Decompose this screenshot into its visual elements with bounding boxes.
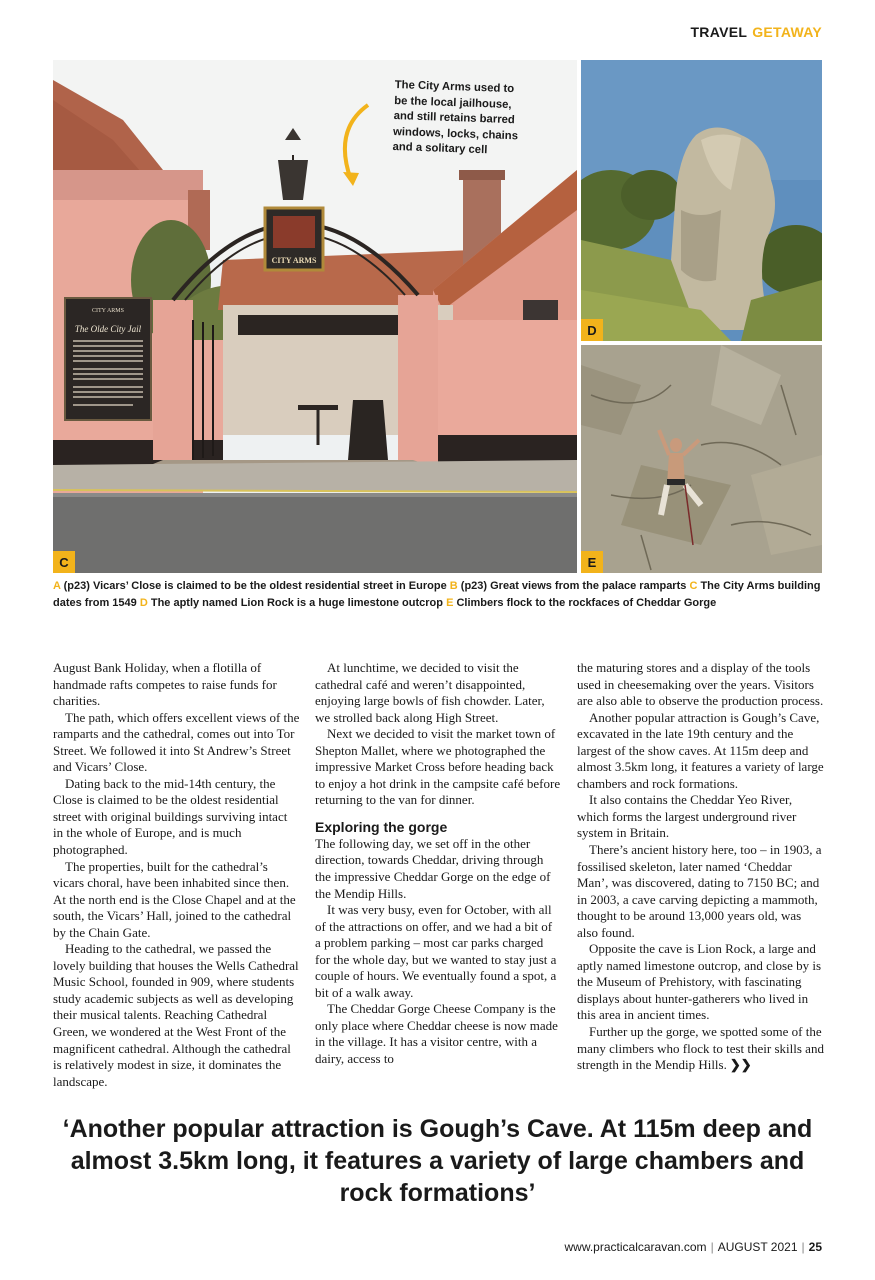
footer-issue: AUGUST 2021 <box>717 1240 798 1254</box>
paragraph: The properties, built for the cathedral’s vicars choral, have been inhabited since then. At the north end is the Close Chapel and at the south, the Vicars’ Hall, joined to the cathedral by the Chain Gate. <box>53 858 296 940</box>
section-heading: Exploring the gorge <box>315 818 448 835</box>
section-header <box>690 24 822 40</box>
paragraph: August Bank Holiday, when a flotilla of handmade rafts competes to raise funds for charities. <box>53 660 277 709</box>
caption-text-b: (p23) Great views from the palace ramparts <box>460 580 687 592</box>
caption-letter-c: C <box>689 580 698 592</box>
page-footer: www.practicalcaravan.com | AUGUST 2021 | 25 <box>564 1240 822 1254</box>
photo-captions <box>53 578 823 612</box>
paragraph: Opposite the cave is Lion Rock, a large and aptly named limestone outcrop, and close by is the Museum of Prehistory, with fascinating displays about hunter-gatherers who lived in this area in ancient times. <box>577 941 822 1023</box>
climber-illustration <box>581 345 822 573</box>
paragraph: The Cheddar Gorge Cheese Company is the only place where Cheddar cheese is now made in the village. It has a visitor centre, with a dairy, access to <box>315 1001 558 1067</box>
section-label: TRAVEL <box>690 24 748 40</box>
lion-rock-illustration <box>581 60 822 341</box>
paragraph: It was very busy, even for October, with all of the attractions on offer, and we had a bit of a problem parking – most car parks charged for the whole day, but we wanted to stay just a couple of hours. We eventually found a spot, a bit of a walk away. <box>315 902 557 1000</box>
jail-sign-title: The Olde City Jail <box>74 324 142 334</box>
continue-arrow-icon: ❯❯ <box>729 1057 752 1073</box>
paragraph: It also contains the Cheddar Yeo River, which forms the largest underground river system in Britain. <box>577 792 797 841</box>
paragraph: Next we decided to visit the market town of Shepton Mallet, where we photographed the impressive Market Cross before heading back to enjoy a hot drink in the campsite café before returning to the van for dinner. <box>315 726 561 808</box>
paragraph: Heading to the cathedral, we passed the lovely building that houses the Wells Cathedral Music School, founded in 909, where students study academic subjects as well as developing their musical talents. Reaching Cathedral Green, we wondered at the West Front of the magnificent cathedral. Although the cathedral is relatively modest in size, it dominates the landscape. <box>53 941 299 1089</box>
photo-label-d: D <box>581 319 603 341</box>
pub-sign-text: CITY ARMS <box>271 256 317 265</box>
body-column-2 <box>315 660 561 1068</box>
paragraph: Another popular attraction is Gough’s Cave, excavated in the late 19th century and the largest of the show caves. At 115m deep and almost 3.5km long, it features a variety of large chambers and rock formations. <box>577 709 824 791</box>
paragraph: Dating back to the mid-14th century, the Close is claimed to be the oldest residential street with original buildings surviving intact in the whole of Europe, and is much photographed. <box>53 775 288 858</box>
photo-climber <box>581 345 822 573</box>
paragraph-last-text: Further up the gorge, we spotted some of the many climbers who flock to test their skills and strength in the Mendip Hills. <box>577 1024 824 1073</box>
caption-text-c: The City Arms building dates from 1549 <box>53 580 821 609</box>
caption-letter-b: B <box>449 580 458 592</box>
paragraph: The following day, we set off in the other direction, towards Cheddar, driving through the impressive Cheddar Gorge on the edge of the Mendip Hills. <box>315 835 551 901</box>
photo-label-e: E <box>581 551 603 573</box>
caption-text-d: The aptly named Lion Rock is a huge limestone outcrop <box>150 597 443 609</box>
caption-letter-e: E <box>446 597 454 609</box>
page-number: 25 <box>808 1240 822 1254</box>
footer-website: www.practicalcaravan.com <box>564 1240 707 1254</box>
paragraph-last <box>577 1024 825 1074</box>
caption-text-a: (p23) Vicars’ Close is claimed to be the oldest residential street in Europe <box>63 580 447 592</box>
subsection-label: GETAWAY <box>752 24 822 40</box>
body-column-1 <box>53 660 300 1090</box>
photo-annotation: The City Arms used to be the local jailhouse, and still retains barred windows, locks, chains and a solitary cell <box>392 78 519 157</box>
paragraph: the maturing stores and a display of the tools used in cheesemaking over the years. Visitors are also able to observe the production process. <box>577 660 824 709</box>
paragraph: At lunchtime, we decided to visit the cathedral café and weren’t disappointed, enjoying large bowls of fish chowder. Later, we strolled back along High Street. <box>315 660 545 725</box>
pull-quote: ‘Another popular attraction is Gough’s Cave. At 115m deep and almost 3.5km long, it features a variety of large chambers and rock formations’ <box>62 1115 813 1207</box>
caption-text-e: Climbers flock to the rockfaces of Cheddar Gorge <box>456 597 717 609</box>
caption-letter-a: A <box>53 580 61 592</box>
photo-lion-rock <box>581 60 822 341</box>
paragraph: There’s ancient history here, too – in 1903, a fossilised skeleton, later named ‘Cheddar Man’, was discovered, dating to 7150 BC; and in 2003, a cave carving depicting a mammoth, thought to be around 13,000 years old, was also found. <box>577 842 822 940</box>
body-column-3 <box>577 660 825 1074</box>
photo-label-c: C <box>53 551 75 573</box>
caption-letter-d: D <box>139 597 148 609</box>
paragraph: The path, which offers excellent views of the ramparts and the cathedral, comes out into Tor Street. We followed it into St Andrew’s Street and Vicars’ Close. <box>53 709 300 775</box>
jail-sign-top: CITY ARMS <box>92 308 124 314</box>
